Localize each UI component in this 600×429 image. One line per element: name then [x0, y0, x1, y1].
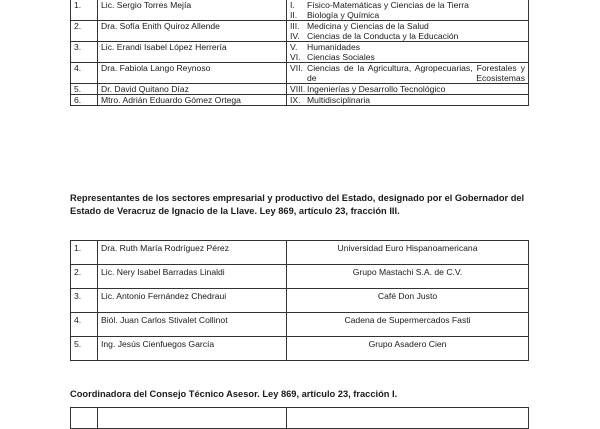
area-cell [287, 42, 529, 63]
area-cell [287, 0, 529, 21]
roman-numeral: I. [290, 0, 295, 10]
area-cell [287, 63, 529, 84]
area-item [290, 21, 525, 31]
table-row [71, 63, 529, 84]
area-label: Ciencias de la Agricultura, Agropecuarias, Forestales y de Ecosistemas [307, 63, 525, 83]
roman-numeral: IX. [290, 95, 301, 105]
area-label: Humanidades [307, 42, 361, 52]
member-name: Lic. Sergio Torres Mejía [98, 0, 287, 21]
area-item [290, 10, 525, 20]
row-number: 3. [71, 289, 98, 313]
organization-name: Cadena de Supermercados Fasti [287, 313, 529, 337]
representatives-table [70, 240, 529, 361]
row-number: 1. [71, 241, 98, 265]
section-heading-coordinator: Coordinadora del Consejo Técnico Asesor. Ley 869, artículo 23, fracción I. [70, 389, 398, 399]
roman-numeral: IV. [290, 31, 300, 41]
row-number: 1. [71, 0, 98, 21]
organization-name: Grupo Mastachi S.A. de C.V. [287, 265, 529, 289]
area-label: Medicina y Ciencias de la Salud [307, 21, 429, 31]
section-heading-sector-representatives: Representantes de los sectores empresarial y productivo del Estado, designado por el Gobernador del Estado de Veracruz de Ignacio de la Llave. Ley 869, artículo 23, fracción III. [70, 193, 525, 216]
areas-table [70, 0, 529, 106]
table-row [71, 313, 529, 337]
area-cell [287, 95, 529, 106]
row-number: 2. [71, 21, 98, 42]
table-row [71, 337, 529, 361]
roman-numeral: VII. [290, 63, 303, 73]
roman-numeral: III. [290, 21, 300, 31]
coordinator-name [98, 408, 287, 429]
area-item [290, 0, 525, 10]
table-row [71, 265, 529, 289]
area-item [290, 95, 525, 105]
organization-name: Grupo Asadero Cien [287, 337, 529, 361]
roman-numeral: VI. [290, 52, 301, 62]
member-name: Dra. Sofía Enith Quiroz Allende [98, 21, 287, 42]
table-row [71, 84, 529, 95]
table-row [71, 42, 529, 63]
area-cell [287, 84, 529, 95]
area-item [290, 42, 525, 52]
row-number: 4. [71, 63, 98, 84]
roman-numeral: II. [290, 10, 298, 20]
area-label: Multidisciplinaria [307, 95, 371, 105]
area-label: Biología y Química [307, 10, 380, 20]
row-number: 4. [71, 313, 98, 337]
table-row [71, 21, 529, 42]
table-row [71, 241, 529, 265]
table-row [71, 408, 529, 429]
representative-name: Ing. Jesús Cienfuegos García [98, 337, 287, 361]
roman-numeral: V. [290, 42, 298, 52]
representative-name: Dra. Ruth María Rodríguez Pérez [98, 241, 287, 265]
area-item [290, 84, 525, 94]
area-cell [287, 21, 529, 42]
row-number [71, 408, 98, 429]
row-number: 3. [71, 42, 98, 63]
area-label: Ciencias Sociales [307, 52, 375, 62]
member-name: Dra. Fabiola Lango Reynoso [98, 63, 287, 84]
area-label: Ciencias de la Conducta y la Educación [307, 31, 459, 41]
table-row [71, 95, 529, 106]
row-number: 5. [71, 337, 98, 361]
row-number: 2. [71, 265, 98, 289]
organization-name: Café Don Justo [287, 289, 529, 313]
coordinator-detail [287, 408, 529, 429]
member-name: Mtro. Adrián Eduardo Gómez Ortega [98, 95, 287, 106]
coordinator-table [70, 407, 529, 429]
row-number: 6. [71, 95, 98, 106]
representative-name: Lic. Nery Isabel Barradas Linaldi [98, 265, 287, 289]
representative-name: Lic. Antonio Fernández Chedraui [98, 289, 287, 313]
organization-name: Universidad Euro Hispanoamericana [287, 241, 529, 265]
member-name: Lic. Erandi Isabel López Herrería [98, 42, 287, 63]
area-item [290, 63, 525, 83]
roman-numeral: VIII. [290, 84, 306, 94]
table-row [71, 0, 529, 21]
area-label: Ingenierías y Desarrollo Tecnológico [307, 84, 446, 94]
table-row [71, 289, 529, 313]
member-name: Dr. David Quitano Díaz [98, 84, 287, 95]
representative-name: Biól. Juan Carlos Stivalet Collinot [98, 313, 287, 337]
area-item [290, 52, 525, 62]
area-item [290, 31, 525, 41]
area-label: Físico-Matemáticas y Ciencias de la Tierra [307, 0, 469, 10]
row-number: 5. [71, 84, 98, 95]
